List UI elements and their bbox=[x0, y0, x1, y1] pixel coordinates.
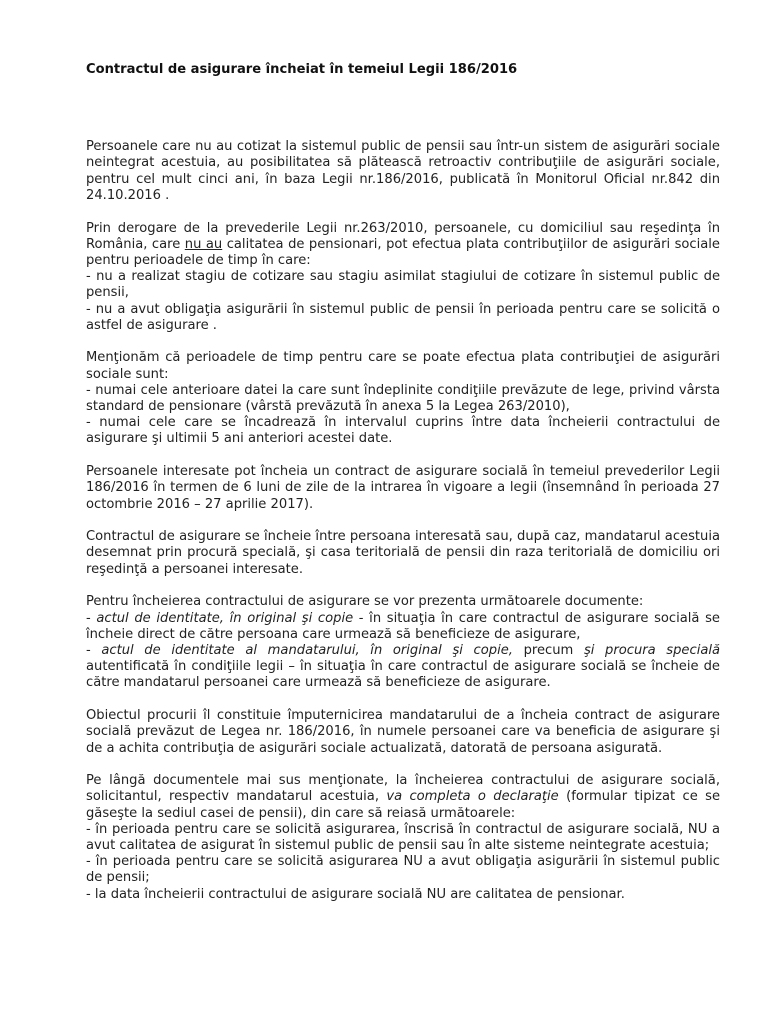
list-item-text: - în situaţia în care contractul de asigurare socială se încheie direct de către persoana care urmează să beneficieze de asigurare, bbox=[86, 610, 720, 642]
list-dash: - bbox=[86, 642, 102, 658]
paragraph-6-list-item bbox=[86, 611, 720, 643]
paragraph-8 bbox=[86, 773, 720, 903]
paragraph-3-list-item: - numai cele care se încadrează în intervalul cuprins între data încheierii contractului de asigurare şi ultimii 5 ani anteriori acestei date. bbox=[86, 415, 720, 447]
paragraph-2-list-item: - nu a realizat stagiu de cotizare sau stagiu asimilat stagiului de cotizare în sistemul public de pensii, bbox=[86, 269, 720, 301]
paragraph-8-italic: va completa o declaraţie bbox=[386, 789, 559, 805]
paragraph-6-list-item bbox=[86, 643, 720, 692]
paragraph-8-list-item: - la data încheierii contractului de asigurare socială NU are calitatea de pensionar. bbox=[86, 886, 625, 902]
paragraph-3 bbox=[86, 350, 720, 447]
paragraph-4: Persoanele interesate pot încheia un contract de asigurare socială în temeiul prevederilor Legii 186/2016 în termen de 6 luni de zile de la intrarea în vigoare a legii (însemnând în perioada 27 octombrie 2016 – 27 aprilie 2017). bbox=[86, 464, 720, 512]
paragraph-8-text-b: (formular tipizat ce se găseşte la sediul casei de pensii), din care să reiasă următoarele: bbox=[86, 789, 720, 821]
list-item-italic: actul de identitate, în original şi copie bbox=[96, 610, 354, 626]
paragraph-2-list-item: - nu a avut obligaţia asigurării în sistemul public de pensii în perioada pentru care se solicită o astfel de asigurare . bbox=[86, 301, 720, 333]
document-title: Contractul de asigurare încheiat în temeiul Legii 186/2016 bbox=[86, 62, 518, 77]
paragraph-2-text-a: Prin derogare de la prevederile Legii nr.263/2010, persoanele, cu domiciliul sau reşedinţa în România, care bbox=[86, 220, 720, 252]
paragraph-2-text-b: calitatea de pensionari, pot efectua plata contribuţiilor de asigurări sociale pentru perioadele de timp în care: bbox=[86, 236, 720, 268]
list-item-text: autentificată în condiţiile legii – în situaţia în care contractul de asigurare socială se încheie de către mandatarul persoanei care urmează să beneficieze de asigurare. bbox=[86, 659, 720, 691]
paragraph-2 bbox=[86, 221, 720, 334]
paragraph-8-text-a: Pe lângă documentele mai sus menţionate, la încheierea contractului de asigurare socială, solicitantul, respectiv mandatarul acestuia, bbox=[86, 773, 720, 805]
paragraph-7: Obiectul procurii îl constituie împuternicirea mandatarului de a încheia contract de asigurare socială prevăzut de Legea nr. 186/2016, în numele persoanei care va beneficia de asigurare şi de a achita contribuţia de asigurări sociale actualizată, datorată de persoana asigurată. bbox=[86, 708, 720, 756]
paragraph-2-underlined: nu au bbox=[184, 236, 223, 252]
paragraph-3-intro: Menţionăm că perioadele de timp pentru care se poate efectua plata contribuţiei de asigurări sociale sunt: bbox=[86, 350, 720, 382]
paragraph-3-list-item: - numai cele anterioare datei la care sunt îndeplinite condiţiile prevăzute de lege, privind vârsta standard de pensionare (vârstă prevăzută în anexa 5 la Legea 263/2010), bbox=[86, 382, 720, 415]
paragraph-8-list-item: - în perioada pentru care se solicită asigurarea NU a avut obligaţia asigurării în sistemul public de pensii; bbox=[86, 854, 720, 886]
paragraph-1: Persoanele care nu au cotizat la sistemul public de pensii sau într-un sistem de asigurări sociale neintegrat acestuia, au posibilitatea să plătească retroactiv contribuţiile de asigurări sociale, pentru cel mult cinci ani, în baza Legii nr.186/2016, publicată în Monitorul Oficial nr.842 din 24.10.2016 . bbox=[86, 139, 720, 203]
paragraph-6-intro: Pentru încheierea contractului de asigurare se vor prezenta următoarele documente: bbox=[86, 594, 644, 610]
list-item-italic: actul de identitate al mandatarului, în original şi copie, bbox=[101, 642, 513, 658]
list-dash: - bbox=[86, 610, 97, 626]
list-item-italic: şi procura specială bbox=[583, 642, 721, 658]
paragraph-6 bbox=[86, 594, 720, 691]
document-body bbox=[86, 62, 720, 919]
paragraph-5: Contractul de asigurare se încheie între persoana interesată sau, după caz, mandatarul acestuia desemnat prin procură specială, şi casa teritorială de pensii din raza teritorială de domiciliu ori reşedinţă a persoanei interesate. bbox=[86, 529, 720, 577]
paragraph-8-list-item: - în perioada pentru care se solicită asigurarea, înscrisă în contractul de asigurare socială, NU a avut calitatea de asigurat în sistemul public de pensii sau în alte sisteme neintegrate acestuia; bbox=[86, 821, 720, 854]
list-item-text: precum bbox=[512, 642, 584, 658]
